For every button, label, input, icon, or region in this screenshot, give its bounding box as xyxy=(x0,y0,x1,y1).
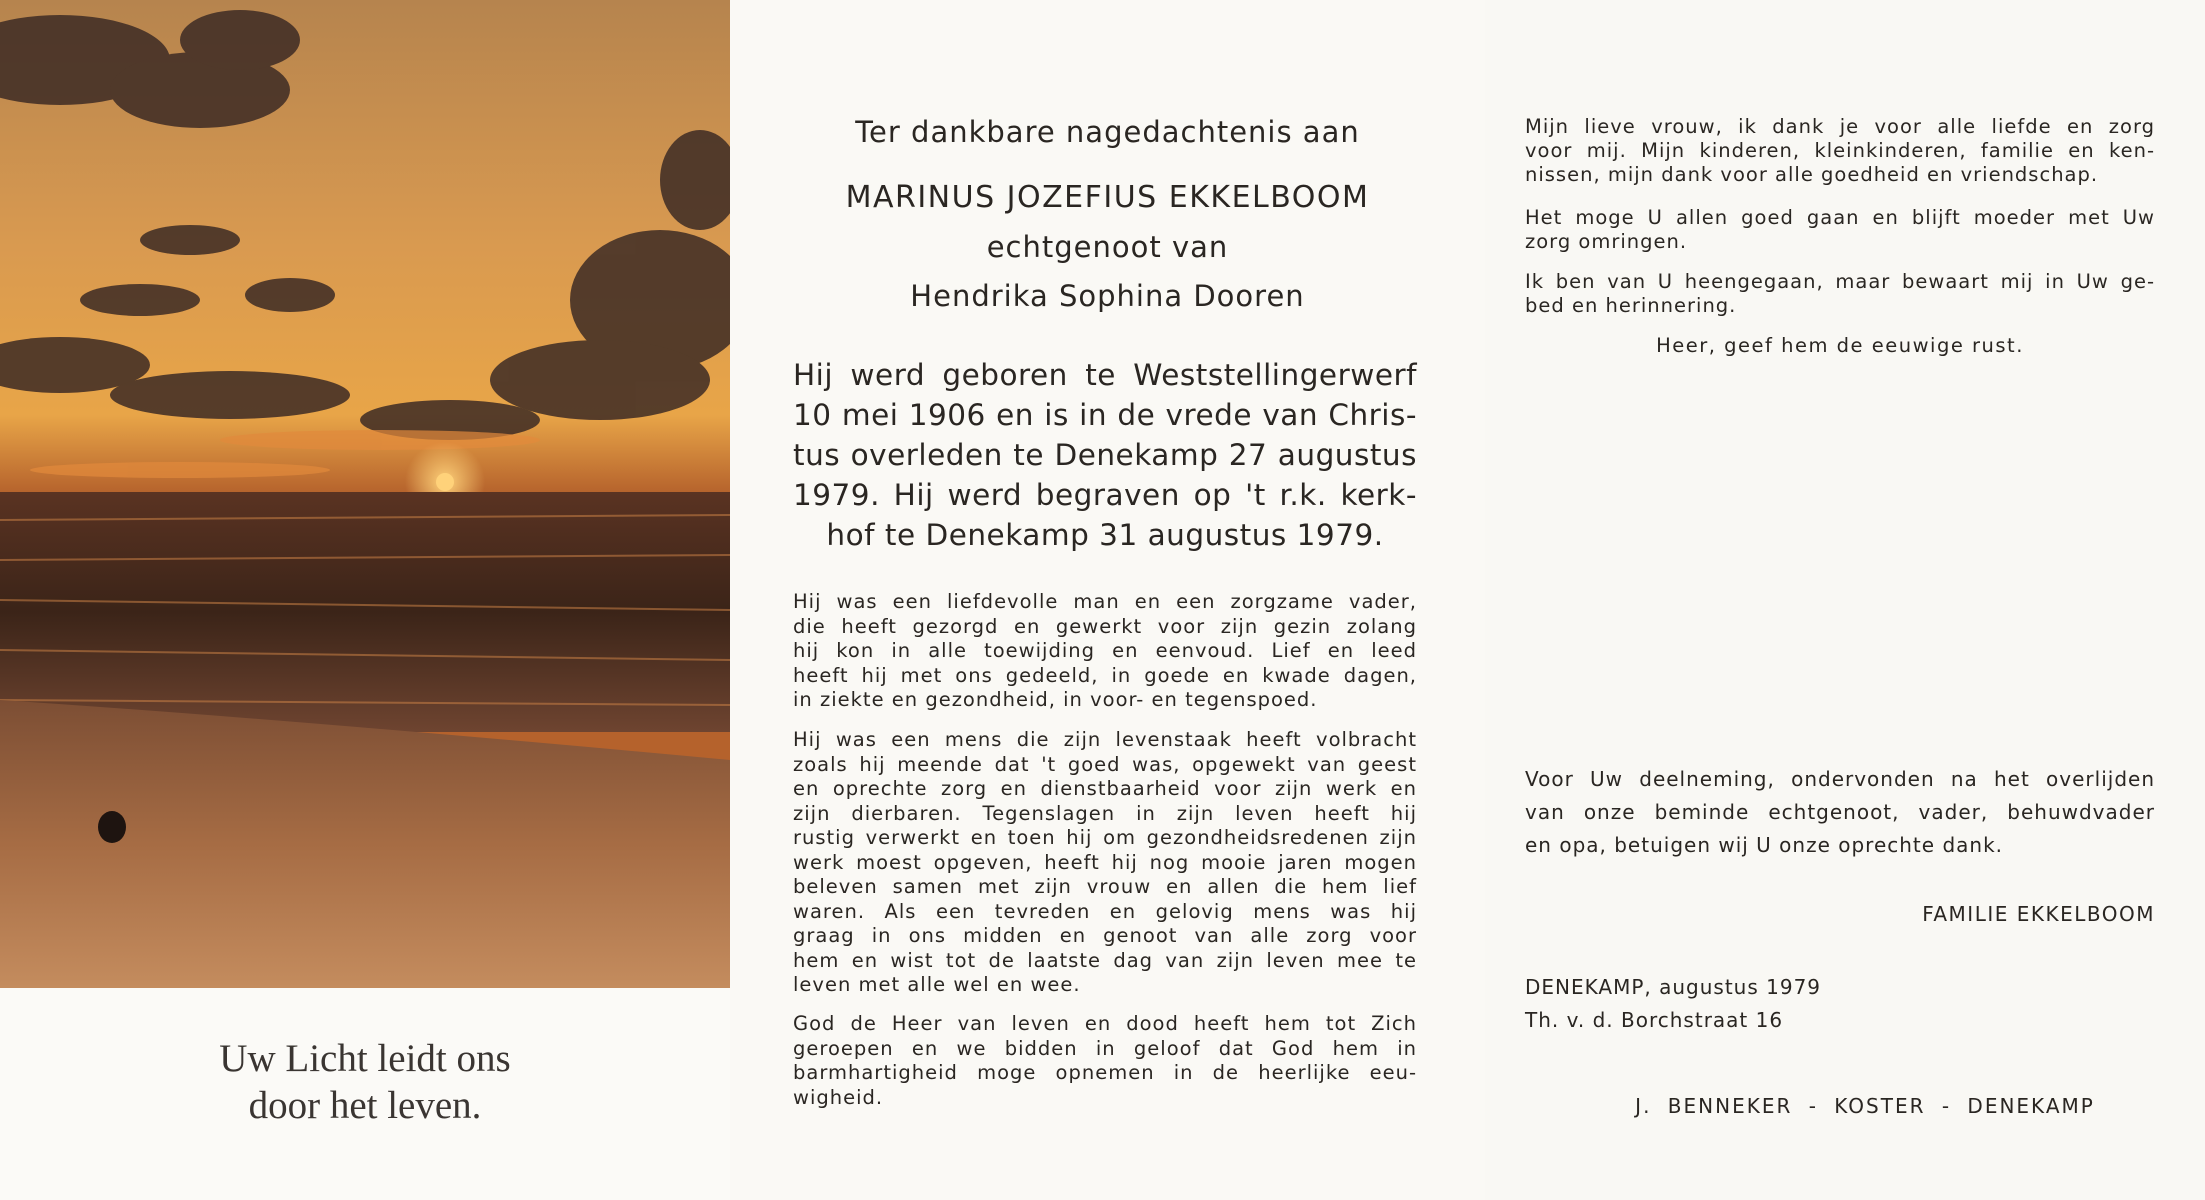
text-line: nissen, mijn dank voor alle goedheid en vriendschap. xyxy=(1525,163,2099,186)
text-line: geroepen en we bidden in geloof dat God hem in xyxy=(793,1036,1417,1060)
text-line: barmhartigheid moge opnemen in de heerlijke eeu- xyxy=(793,1061,1417,1084)
right-panel xyxy=(1485,0,2205,1200)
text-line: bed en herinnering. xyxy=(1525,294,1737,317)
text-line: Het moge U allen goed gaan en blijft moeder met Uw xyxy=(1525,206,2155,229)
text-line: zoals hij meende dat 't goed was, opgewekt van geest xyxy=(793,752,1417,776)
bio-paragraph xyxy=(793,355,1417,555)
text-line: wigheid. xyxy=(793,1085,884,1109)
text-line: werk moest opgeven, heeft hij nog mooie jaren mogen xyxy=(793,850,1417,874)
text-line: heeft hij met ons gedeeld, in goede en kwade dagen, xyxy=(793,663,1417,687)
deceased-name: MARINUS JOZEFIUS EKKELBOOM xyxy=(845,180,1370,215)
bio-line: 1979. Hij werd begraven op 't r.k. kerk- xyxy=(793,478,1417,512)
sunset-photo xyxy=(0,0,730,988)
bio-line: tus overleden te Denekamp 27 augustus xyxy=(793,438,1417,472)
text-line: hij kon in alle toewijding en eenvoud. Lief en leed xyxy=(793,639,1417,662)
printer-credit: J. BENNEKER - KOSTER - DENEKAMP xyxy=(1635,1094,2095,1118)
left-panel xyxy=(0,0,730,1200)
text-line: Hij was een mens die zijn levenstaak heeft volbracht xyxy=(793,728,1417,751)
middle-panel xyxy=(730,0,1485,1200)
text-line: van onze beminde echtgenoot, vader, behuwdvader xyxy=(1525,800,2155,824)
bio-line: hof te Denekamp 31 augustus 1979. xyxy=(826,518,1384,552)
text-line: Hij was een liefdevolle man en een zorgzame vader, xyxy=(793,590,1417,613)
sunset-illustration xyxy=(0,0,730,988)
spouse-of-label: echtgenoot van xyxy=(986,230,1229,264)
thanks-paragraph xyxy=(1525,763,2155,862)
tribute-paragraph-1 xyxy=(793,590,1417,713)
caption-line-1: Uw Licht leidt ons xyxy=(219,1037,511,1080)
text-line: in ziekte en gezondheid, in voor- en tegenspoed. xyxy=(793,688,1318,711)
farewell-paragraph-3 xyxy=(1525,270,2155,318)
text-line: Ik ben van U heengegaan, maar bewaart mij in Uw ge- xyxy=(1525,270,2155,293)
bio-line: Hij werd geboren te Weststellingerwerf xyxy=(793,358,1417,392)
text-line: hem en wist tot de laatste dag van zijn leven mee te xyxy=(793,948,1417,972)
text-line: rustig verwerkt en toen hij om gezondheidsredenen zijn xyxy=(793,826,1417,849)
text-line: en oprechte zorg en dienstbaarheid voor zijn werk en xyxy=(793,777,1417,800)
caption-line-2: door het leven. xyxy=(248,1084,482,1127)
tribute-paragraph-3 xyxy=(793,1012,1417,1110)
text-line: voor mij. Mijn kinderen, kleinkinderen, familie en ken- xyxy=(1525,139,2155,162)
text-line: zijn dierbaren. Tegenslagen in zijn leven heeft hij xyxy=(793,801,1417,825)
dedication-heading: Ter dankbare nagedachtenis aan xyxy=(855,115,1360,149)
text-line: graag in ons midden en genoot van alle zorg voor xyxy=(793,924,1417,947)
text-line: Mijn lieve vrouw, ik dank je voor alle liefde en zorg xyxy=(1525,115,2155,138)
text-line: beleven samen met zijn vrouw en allen die hem lief xyxy=(793,875,1417,898)
spouse-name: Hendrika Sophina Dooren xyxy=(910,279,1305,313)
caption xyxy=(0,1035,730,1129)
text-line: die heeft gezorgd en gewerkt voor zijn gezin zolang xyxy=(793,614,1417,638)
farewell-paragraph-2 xyxy=(1525,206,2155,254)
family-signature: FAMILIE EKKELBOOM xyxy=(1922,902,2155,926)
farewell-paragraph-1 xyxy=(1525,115,2155,187)
text-line: zorg omringen. xyxy=(1525,230,1688,253)
text-line: leven met alle wel en wee. xyxy=(793,973,1081,996)
address: Th. v. d. Borchstraat 16 xyxy=(1525,1008,1784,1032)
text-line: en opa, betuigen wij U onze oprechte dank. xyxy=(1525,833,2004,857)
tribute-paragraph-2 xyxy=(793,728,1417,998)
text-line: God de Heer van leven en dood heeft hem tot Zich xyxy=(793,1012,1417,1035)
text-line: Voor Uw deelneming, ondervonden na het overlijden xyxy=(1525,767,2155,791)
prayer-line: Heer, geef hem de eeuwige rust. xyxy=(1656,334,2024,357)
bio-line: 10 mei 1906 en is in de vrede van Chris- xyxy=(793,398,1417,432)
text-line: waren. Als een tevreden en gelovig mens was hij xyxy=(793,899,1417,923)
place-date: DENEKAMP, augustus 1979 xyxy=(1525,975,1822,999)
